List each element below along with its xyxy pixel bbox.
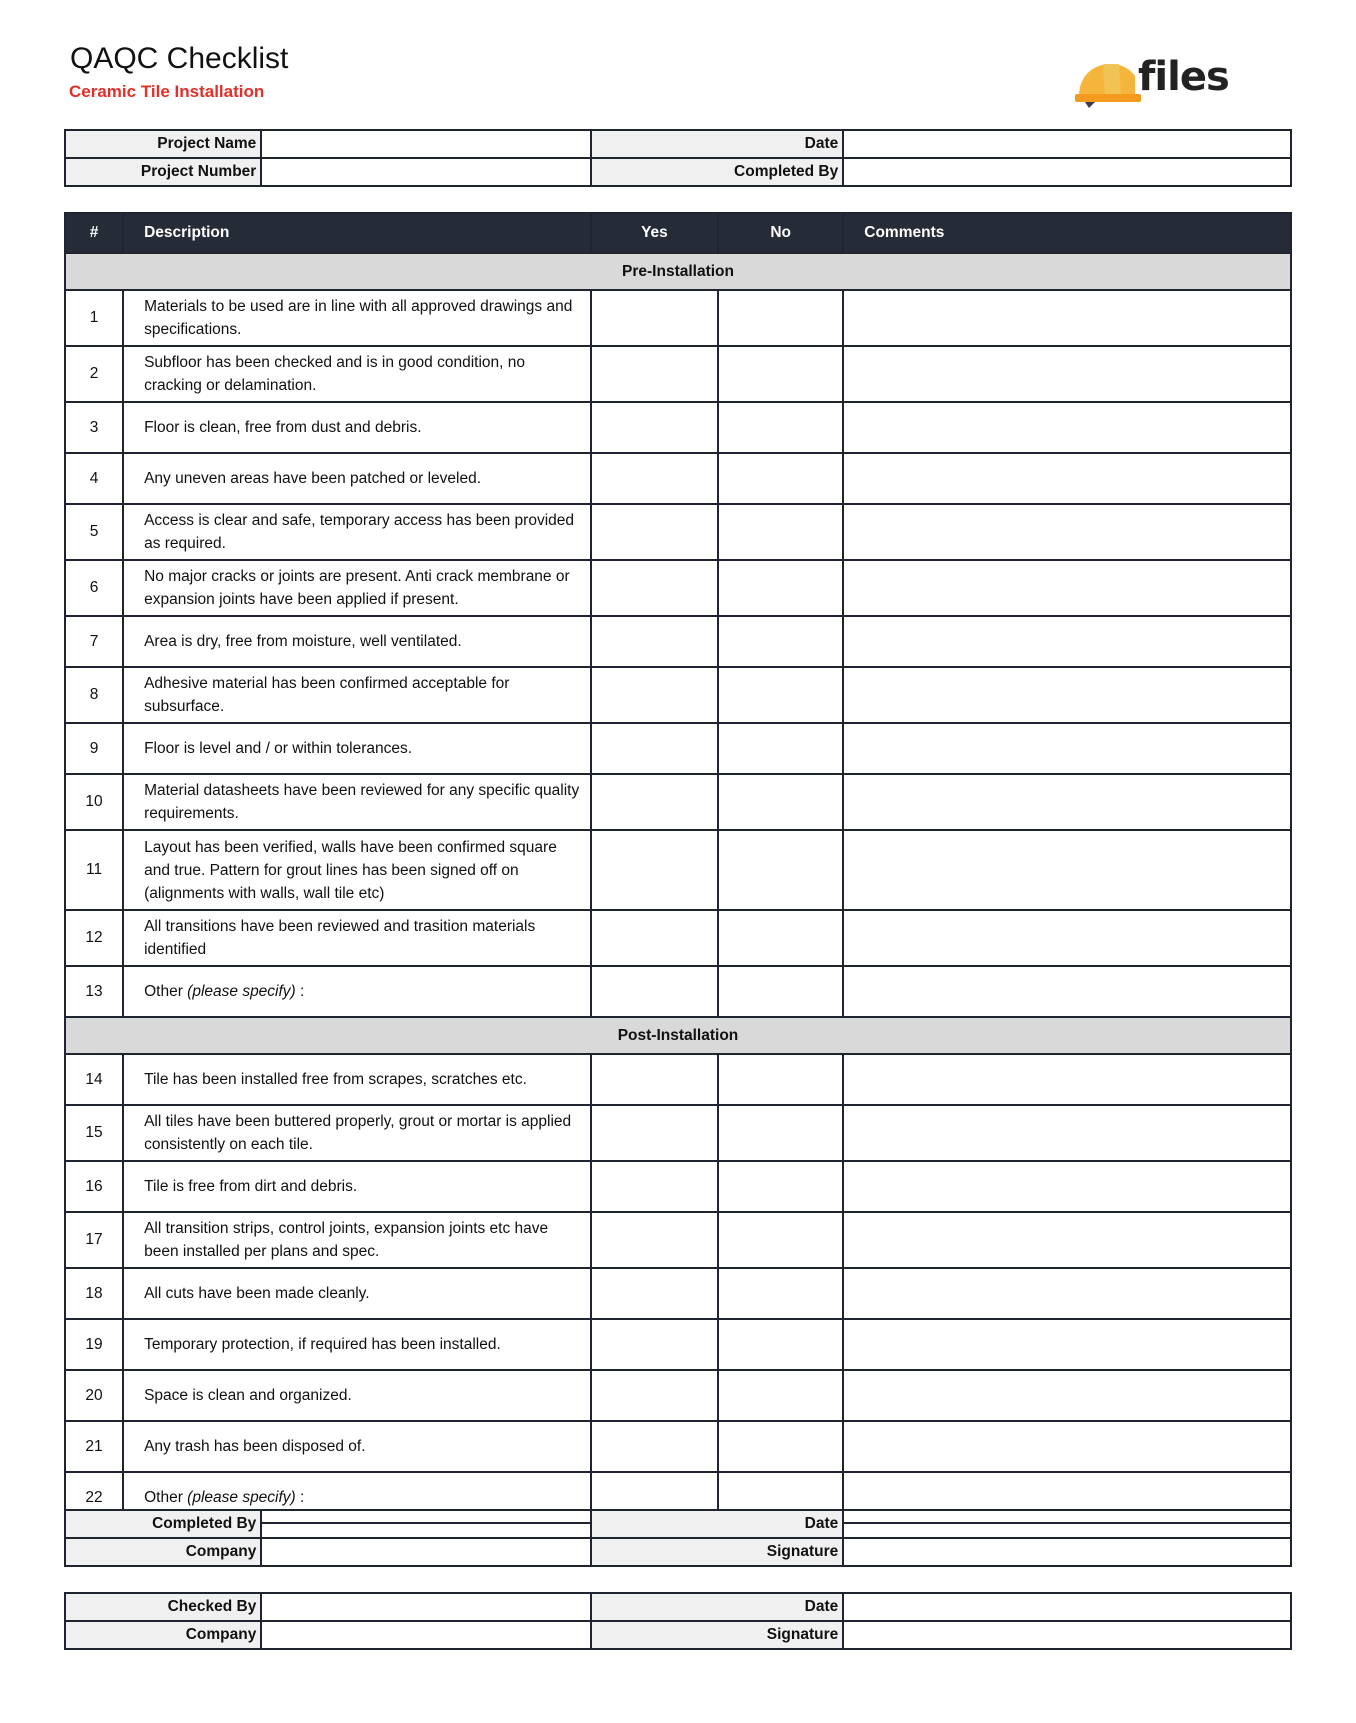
checked-row-2 <box>65 1621 1291 1649</box>
no-cell[interactable] <box>718 453 843 504</box>
section-title: Pre-Installation <box>65 253 1291 290</box>
no-cell[interactable] <box>718 504 843 560</box>
date-field[interactable] <box>843 130 1291 158</box>
yes-cell[interactable] <box>591 1105 718 1161</box>
footer-checked-company-field[interactable] <box>261 1621 591 1649</box>
item-description: Area is dry, free from moisture, well ventilated. <box>123 616 591 667</box>
checklist-table <box>64 212 1292 1524</box>
checklist-row <box>65 453 1291 504</box>
completed-by-label: Completed By <box>591 158 843 186</box>
checklist-row <box>65 346 1291 402</box>
footer-checked-date-field[interactable] <box>843 1593 1291 1621</box>
no-cell[interactable] <box>718 616 843 667</box>
checklist-row <box>65 1268 1291 1319</box>
yes-cell[interactable] <box>591 830 718 910</box>
item-number: 8 <box>65 667 123 723</box>
item-number: 9 <box>65 723 123 774</box>
checklist-row <box>65 774 1291 830</box>
comments-cell[interactable] <box>843 290 1291 346</box>
item-number: 17 <box>65 1212 123 1268</box>
comments-cell[interactable] <box>843 1105 1291 1161</box>
comments-cell[interactable] <box>843 1161 1291 1212</box>
files-logo <box>1075 52 1255 112</box>
completed-by-field[interactable] <box>843 158 1291 186</box>
checklist-row <box>65 616 1291 667</box>
footer-completed-signature-label: Signature <box>591 1538 843 1566</box>
checklist-row <box>65 290 1291 346</box>
footer-checked-by-label: Checked By <box>65 1593 261 1621</box>
checklist-row <box>65 966 1291 1017</box>
footer-completed-date-label: Date <box>591 1510 843 1538</box>
yes-cell[interactable] <box>591 1421 718 1472</box>
item-number: 13 <box>65 966 123 1017</box>
item-number: 21 <box>65 1421 123 1472</box>
item-description: Access is clear and safe, temporary access has been provided as required. <box>123 504 591 560</box>
no-cell[interactable] <box>718 290 843 346</box>
footer-completed-by-label: Completed By <box>65 1510 261 1538</box>
item-description-italic: (please specify) <box>187 983 296 1000</box>
project-name-label: Project Name <box>65 130 261 158</box>
item-description: Adhesive material has been confirmed acceptable for subsurface. <box>123 667 591 723</box>
no-cell[interactable] <box>718 1319 843 1370</box>
item-description: Temporary protection, if required has been installed. <box>123 1319 591 1370</box>
item-number: 12 <box>65 910 123 966</box>
item-description-text: Other <box>144 1489 188 1506</box>
checklist-body <box>65 253 1291 1523</box>
checklist-row <box>65 1319 1291 1370</box>
item-number: 16 <box>65 1161 123 1212</box>
no-cell[interactable] <box>718 667 843 723</box>
item-description: Floor is level and / or within tolerances. <box>123 723 591 774</box>
item-description-text: Other <box>144 983 188 1000</box>
footer-checked-signature-label: Signature <box>591 1621 843 1649</box>
page-subtitle: Ceramic Tile Installation <box>69 82 265 101</box>
footer-completed-company-field[interactable] <box>261 1538 591 1566</box>
no-cell[interactable] <box>718 774 843 830</box>
comments-cell[interactable] <box>843 774 1291 830</box>
comments-cell[interactable] <box>843 1421 1291 1472</box>
no-cell[interactable] <box>718 1370 843 1421</box>
no-cell[interactable] <box>718 1054 843 1105</box>
no-cell[interactable] <box>718 830 843 910</box>
project-info-table <box>64 129 1292 187</box>
comments-cell[interactable] <box>843 560 1291 616</box>
item-description: Subfloor has been checked and is in good condition, no cracking or delamination. <box>123 346 591 402</box>
item-description: All cuts have been made cleanly. <box>123 1268 591 1319</box>
comments-cell[interactable] <box>843 723 1291 774</box>
checklist-row <box>65 1161 1291 1212</box>
item-description: Any uneven areas have been patched or leveled. <box>123 453 591 504</box>
checklist-row <box>65 1421 1291 1472</box>
yes-cell[interactable] <box>591 1370 718 1421</box>
no-cell[interactable] <box>718 1161 843 1212</box>
item-number: 10 <box>65 774 123 830</box>
hardhat-icon <box>1075 56 1145 108</box>
item-number: 11 <box>65 830 123 910</box>
item-description: Floor is clean, free from dust and debris. <box>123 402 591 453</box>
item-number: 14 <box>65 1054 123 1105</box>
checklist-row <box>65 667 1291 723</box>
item-number: 7 <box>65 616 123 667</box>
comments-cell[interactable] <box>843 1370 1291 1421</box>
checklist-row <box>65 910 1291 966</box>
item-number: 5 <box>65 504 123 560</box>
project-info-row-1 <box>65 130 1291 158</box>
no-cell[interactable] <box>718 560 843 616</box>
no-cell[interactable] <box>718 402 843 453</box>
checklist-row <box>65 830 1291 910</box>
project-name-field[interactable] <box>261 130 591 158</box>
item-number: 18 <box>65 1268 123 1319</box>
checklist-row <box>65 402 1291 453</box>
item-description: Any trash has been disposed of. <box>123 1421 591 1472</box>
item-description-suffix: : <box>295 983 305 1000</box>
yes-cell[interactable] <box>591 1054 718 1105</box>
yes-cell[interactable] <box>591 966 718 1017</box>
item-description-italic: (please specify) <box>187 1489 296 1506</box>
item-description: Layout has been verified, walls have been confirmed square and true. Pattern for grout lines has been signed off on (alignments with walls, wall tile etc) <box>123 830 591 910</box>
yes-cell[interactable] <box>591 290 718 346</box>
item-description: Space is clean and organized. <box>123 1370 591 1421</box>
no-cell[interactable] <box>718 910 843 966</box>
yes-cell[interactable] <box>591 560 718 616</box>
footer-checked-signature-field[interactable] <box>843 1621 1291 1649</box>
comments-cell[interactable] <box>843 910 1291 966</box>
comments-cell[interactable] <box>843 453 1291 504</box>
item-description: Tile is free from dirt and debris. <box>123 1161 591 1212</box>
comments-cell[interactable] <box>843 667 1291 723</box>
item-description <box>123 966 591 1017</box>
yes-cell[interactable] <box>591 453 718 504</box>
project-info-row-2 <box>65 158 1291 186</box>
item-description: All transition strips, control joints, expansion joints etc have been installed per plans and spec. <box>123 1212 591 1268</box>
item-number: 15 <box>65 1105 123 1161</box>
item-number: 19 <box>65 1319 123 1370</box>
yes-cell[interactable] <box>591 910 718 966</box>
item-description: All transitions have been reviewed and trasition materials identified <box>123 910 591 966</box>
checklist-row <box>65 560 1291 616</box>
yes-cell[interactable] <box>591 723 718 774</box>
checklist-row <box>65 1212 1291 1268</box>
comments-cell[interactable] <box>843 966 1291 1017</box>
yes-cell[interactable] <box>591 1161 718 1212</box>
completed-by-table <box>64 1509 1292 1567</box>
col-comments-header: Comments <box>843 213 1291 253</box>
footer-checked-company-label: Company <box>65 1621 261 1649</box>
col-num-header: # <box>65 213 123 253</box>
completed-row-1 <box>65 1510 1291 1538</box>
logo-text: files <box>1138 54 1229 100</box>
project-number-field[interactable] <box>261 158 591 186</box>
item-description: Materials to be used are in line with all approved drawings and specifications. <box>123 290 591 346</box>
date-label: Date <box>591 130 843 158</box>
item-description: Tile has been installed free from scrapes, scratches etc. <box>123 1054 591 1105</box>
footer-checked-by-field[interactable] <box>261 1593 591 1621</box>
yes-cell[interactable] <box>591 402 718 453</box>
section-row <box>65 1017 1291 1054</box>
footer-completed-signature-field[interactable] <box>843 1538 1291 1566</box>
item-number: 20 <box>65 1370 123 1421</box>
checklist-row <box>65 723 1291 774</box>
comments-cell[interactable] <box>843 504 1291 560</box>
yes-cell[interactable] <box>591 346 718 402</box>
yes-cell[interactable] <box>591 616 718 667</box>
col-yes-header: Yes <box>591 213 718 253</box>
item-description-suffix: : <box>295 1489 305 1506</box>
completed-row-2 <box>65 1538 1291 1566</box>
checklist-row <box>65 1054 1291 1105</box>
item-description: All tiles have been buttered properly, grout or mortar is applied consistently on each tile. <box>123 1105 591 1161</box>
checklist-header-row <box>65 213 1291 253</box>
item-description: Material datasheets have been reviewed for any specific quality requirements. <box>123 774 591 830</box>
yes-cell[interactable] <box>591 1268 718 1319</box>
project-number-label: Project Number <box>65 158 261 186</box>
comments-cell[interactable] <box>843 1319 1291 1370</box>
no-cell[interactable] <box>718 346 843 402</box>
item-number: 2 <box>65 346 123 402</box>
comments-cell[interactable] <box>843 830 1291 910</box>
no-cell[interactable] <box>718 1421 843 1472</box>
col-description-header: Description <box>123 213 591 253</box>
comments-cell[interactable] <box>843 402 1291 453</box>
comments-cell[interactable] <box>843 1212 1291 1268</box>
section-row <box>65 253 1291 290</box>
col-no-header: No <box>718 213 843 253</box>
item-number: 4 <box>65 453 123 504</box>
item-number: 3 <box>65 402 123 453</box>
comments-cell[interactable] <box>843 1054 1291 1105</box>
comments-cell[interactable] <box>843 616 1291 667</box>
no-cell[interactable] <box>718 1268 843 1319</box>
no-cell[interactable] <box>718 966 843 1017</box>
no-cell[interactable] <box>718 1212 843 1268</box>
footer-completed-date-field[interactable] <box>843 1510 1291 1538</box>
yes-cell[interactable] <box>591 504 718 560</box>
checklist-row <box>65 504 1291 560</box>
no-cell[interactable] <box>718 1105 843 1161</box>
yes-cell[interactable] <box>591 667 718 723</box>
yes-cell[interactable] <box>591 1212 718 1268</box>
footer-checked-date-label: Date <box>591 1593 843 1621</box>
no-cell[interactable] <box>718 723 843 774</box>
checklist-row <box>65 1105 1291 1161</box>
yes-cell[interactable] <box>591 1319 718 1370</box>
comments-cell[interactable] <box>843 1268 1291 1319</box>
page-title: QAQC Checklist <box>70 42 289 75</box>
item-number: 1 <box>65 290 123 346</box>
item-number: 22 <box>65 1472 123 1523</box>
footer-completed-by-field[interactable] <box>261 1510 591 1538</box>
footer-completed-company-label: Company <box>65 1538 261 1566</box>
item-number: 6 <box>65 560 123 616</box>
checklist-row <box>65 1370 1291 1421</box>
section-title: Post-Installation <box>65 1017 1291 1054</box>
comments-cell[interactable] <box>843 346 1291 402</box>
checked-row-1 <box>65 1593 1291 1621</box>
yes-cell[interactable] <box>591 774 718 830</box>
item-description: No major cracks or joints are present. Anti crack membrane or expansion joints have been applied if present. <box>123 560 591 616</box>
checked-by-table <box>64 1592 1292 1650</box>
